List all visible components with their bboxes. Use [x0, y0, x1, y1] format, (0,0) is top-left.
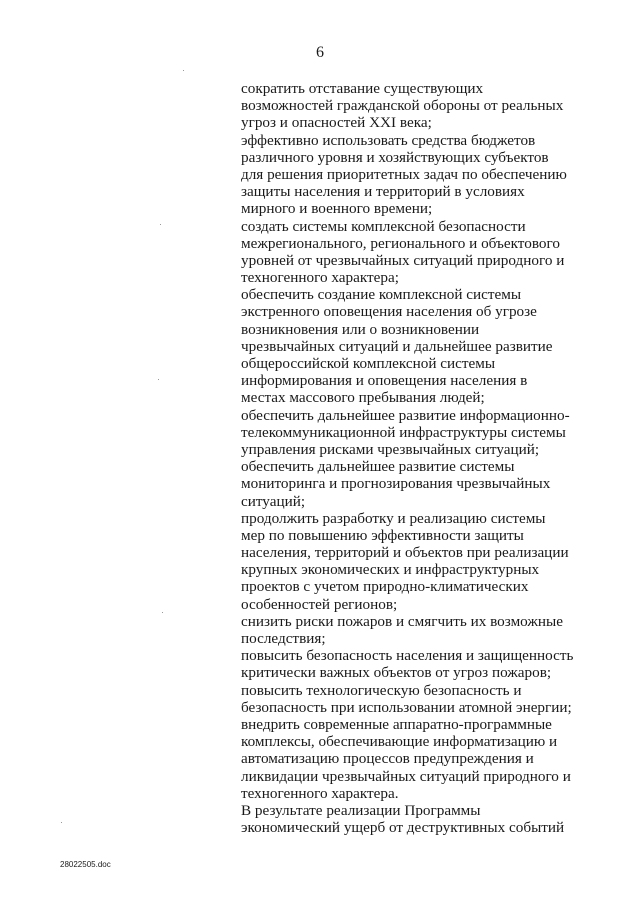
text-line: телекоммуникационной инфраструктуры системы — [241, 423, 566, 441]
text-line: возникновения или о возникновении — [241, 320, 480, 338]
text-line: общероссийской комплексной системы — [241, 355, 496, 372]
text-line: чрезвычайных ситуаций и дальнейшее развитие — [241, 337, 553, 355]
scan-speck — [162, 612, 163, 613]
text-line: внедрить современные аппаратно-программные — [241, 715, 552, 733]
text-line: В результате реализации Программы — [241, 801, 481, 819]
document-body — [241, 80, 581, 836]
text-line: угроз и опасностей XXI века; — [241, 114, 432, 132]
text-line: ликвидации чрезвычайных ситуаций природного и — [241, 767, 571, 785]
text-line: проектов с учетом природно-климатических — [241, 578, 529, 596]
scan-speck — [160, 224, 161, 225]
text-line: безопасность при использовании атомной энергии; — [241, 698, 572, 716]
text-line: комплексы, обеспечивающие информатизацию и — [241, 733, 558, 751]
text-line: мирного и военного времени; — [241, 200, 433, 218]
text-line: повысить технологическую безопасность и — [241, 681, 522, 699]
text-line: экономический ущерб от деструктивных событий — [241, 819, 565, 837]
text-line: местах массового пребывания людей; — [241, 389, 485, 407]
text-line: критически важных объектов от угроз пожаров; — [241, 664, 552, 682]
text-line: крупных экономических и инфраструктурных — [241, 561, 540, 579]
scan-speck — [158, 379, 159, 380]
scan-speck — [61, 822, 62, 823]
text-line: различного уровня и хозяйствующих субъектов — [241, 148, 549, 166]
text-line: эффективно использовать средства бюджетов — [241, 131, 536, 149]
text-line: автоматизацию процессов предупреждения и — [241, 750, 534, 768]
text-line: мониторинга и прогнозирования чрезвычайных — [241, 475, 551, 493]
text-line: уровней от чрезвычайных ситуаций природного и — [241, 251, 565, 269]
text-line: техногенного характера. — [241, 784, 399, 802]
text-line: информирования и оповещения населения в — [241, 372, 528, 390]
text-line: обеспечить создание комплексной системы — [241, 286, 522, 304]
text-line: техногенного характера; — [241, 269, 399, 287]
scan-speck — [183, 70, 184, 71]
text-line: повысить безопасность населения и защищенность — [241, 647, 574, 665]
text-line: продолжить разработку и реализацию системы — [241, 509, 546, 527]
text-line: ситуаций; — [241, 492, 306, 510]
text-line: обеспечить дальнейшее развитие информационно- — [241, 406, 570, 424]
text-line: особенностей регионов; — [241, 595, 398, 613]
text-line: создать системы комплексной безопасности — [241, 217, 526, 235]
text-line: снизить риски пожаров и смягчить их возможные — [241, 612, 563, 630]
text-line: экстренного оповещения населения об угрозе — [241, 303, 537, 321]
footer-filename: 28022505.doc — [60, 860, 111, 869]
text-line: для решения приоритетных задач по обеспечению — [241, 165, 567, 183]
text-line: защиты населения и территорий в условиях — [241, 183, 525, 201]
text-line: обеспечить дальнейшее развитие системы — [241, 458, 515, 476]
text-line: управления рисками чрезвычайных ситуаций; — [241, 440, 540, 458]
text-line: населения, территорий и объектов при реализации — [241, 544, 569, 562]
text-line: межрегионального, регионального и объектового — [241, 234, 560, 252]
page-number: 6 — [316, 44, 324, 61]
text-line: сократить отставание существующих — [241, 80, 484, 97]
text-line: последствия; — [241, 630, 326, 647]
text-line: мер по повышению эффективности защиты — [241, 526, 524, 544]
text-line: возможностей гражданской обороны от реальных — [241, 97, 564, 115]
